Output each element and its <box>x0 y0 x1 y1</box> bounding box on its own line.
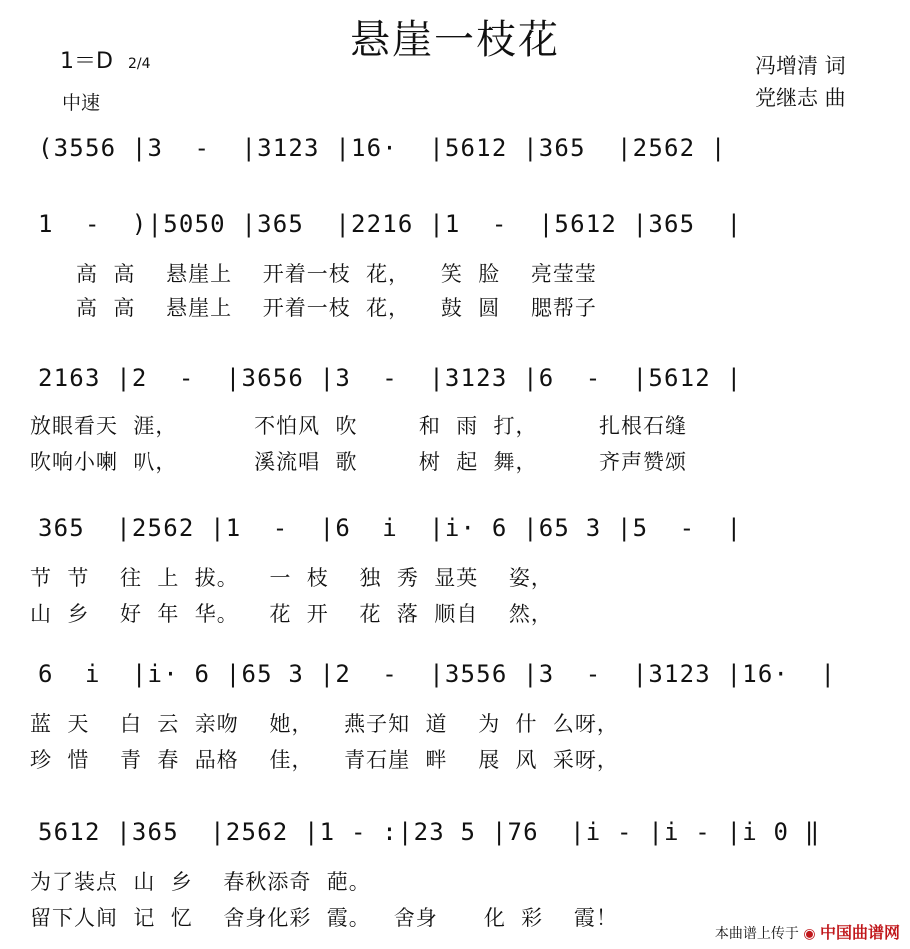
lyric-verse-2: 高 高 悬崖上 开着一枝 花， 鼓 圆 腮帮子 <box>30 296 597 320</box>
notation-row: 2163 |2 - |3656 |3 - |3123 |6 - |5612 | <box>38 364 743 392</box>
notation-row: (3556 |3 - |3123 |16· |5612 |365 |2562 | <box>38 134 727 162</box>
score-line <box>0 660 910 770</box>
composer-credit: 党继志 曲 <box>755 86 846 110</box>
footer-credit <box>715 920 900 943</box>
score-line <box>0 364 910 474</box>
lyric-verse-1: 节 节 往 上 拔。 一 枝 独 秀 显英 姿， <box>30 566 553 590</box>
score-line <box>0 210 910 320</box>
lyric-verse-2: 留下人间 记 忆 舍身化彩 霞。 舍身 化 彩 霞！ <box>30 906 618 930</box>
lyric-verse-1: 为了装点 山 乡 春秋添奇 葩。 <box>30 870 371 894</box>
site-logo-icon: ◉ <box>803 926 816 942</box>
key-signature <box>60 44 150 75</box>
lyric-verse-1: 放眼看天 涯， 不怕风 吹 和 雨 打， 扎根石缝 <box>30 414 687 438</box>
score-line <box>0 514 910 624</box>
lyric-verse-2: 吹响小喇 叭， 溪流唱 歌 树 起 舞， 齐声赞颂 <box>30 450 687 474</box>
upload-text: 本曲谱上传于 <box>714 926 799 942</box>
score-line <box>0 134 910 194</box>
lyricist-credit: 冯增清 词 <box>755 54 846 78</box>
notation-row: 1 - )|5050 |365 |2216 |1 - |5612 |365 | <box>38 210 743 238</box>
lyric-verse-1: 高 高 悬崖上 开着一枝 花， 笑 脸 亮莹莹 <box>30 262 597 286</box>
notation-row: 365 |2562 |1 - |6 i |i· 6 |65 3 |5 - | <box>38 514 743 542</box>
lyric-verse-2: 珍 惜 青 春 品格 佳， 青石崖 畔 展 风 采呀， <box>30 748 619 772</box>
lyric-verse-1: 蓝 天 白 云 亲吻 她， 燕子知 道 为 什 么呀， <box>30 712 619 736</box>
lyric-verse-2: 山 乡 好 年 华。 花 开 花 落 顺自 然， <box>30 602 553 626</box>
tempo-marking: 中速 <box>62 92 101 114</box>
notation-row: 5612 |365 |2562 |1 - :|23 5 |76 |i - |i - |i 0 ‖ <box>38 818 821 846</box>
score-line <box>0 818 910 928</box>
key-label: 1＝D <box>60 49 113 74</box>
site-name[interactable]: 中国曲谱网 <box>819 923 900 942</box>
notation-row: 6 i |i· 6 |65 3 |2 - |3556 |3 - |3123 |16· | <box>38 660 837 688</box>
time-signature: 2/4 <box>127 56 151 72</box>
page-title: 悬崖一枝花 <box>350 17 560 63</box>
